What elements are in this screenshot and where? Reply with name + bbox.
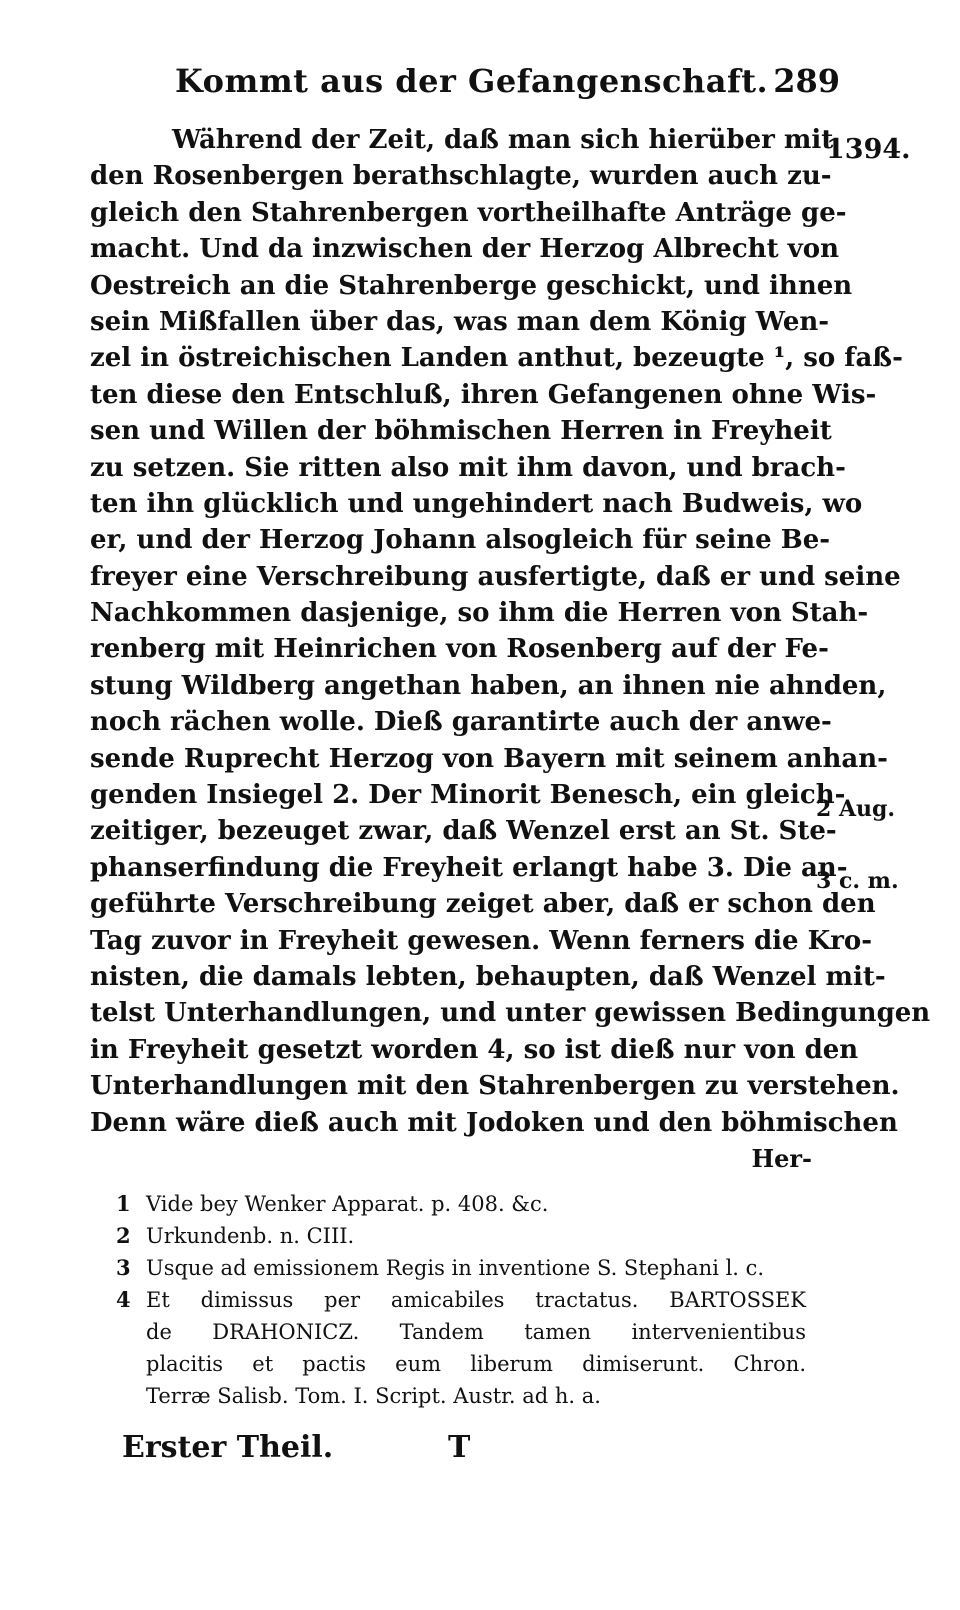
footnote [116,1252,806,1284]
page-number: 289 [773,62,840,100]
footnotes [116,1188,806,1412]
text-line: sen und Willen der böhmischen Herren in Freyheit [90,416,832,447]
running-head [175,62,840,110]
footnote-line: placitis et pactis eum liberum dimiserunt. Chron. [146,1352,806,1376]
footnote-number: 4 [116,1287,131,1312]
footnote [116,1220,806,1252]
text-line: er, und der Herzog Johann alsogleich für seine Be- [90,525,831,556]
catchword: Her- [751,1143,812,1173]
footnote-number: 1 [116,1191,131,1216]
footnote-line: Urkundenb. n. CIII. [146,1224,355,1248]
text-line: renberg mit Heinrichen von Rosenberg auf der Fe- [90,634,829,665]
text-line: Während der Zeit, daß man sich hierüber mit [172,125,834,155]
text-line: geführte Verschreibung zeiget aber, daß er schon den [90,889,876,920]
footnote-number: 3 [116,1255,131,1280]
footnote [116,1188,806,1220]
text-line: sein Mißfallen über das, was man dem König Wen- [90,306,830,337]
footnote [116,1284,806,1412]
text-line: nisten, die damals lebten, behaupten, daß Wenzel mit- [90,961,886,992]
text-line: den Rosenbergen berathschlagte, wurden auch zu- [90,161,832,192]
footnote-line: Usque ad emissionem Regis in inventione S. Stephani l. c. [146,1256,765,1280]
text-line: Oestreich an die Stahrenberge geschickt, und ihnen [90,270,853,301]
footnote-text [146,1220,806,1252]
margin-note-year: 1394. [826,134,911,165]
text-line: Tag zuvor in Freyheit gewesen. Wenn ferners die Kro- [90,925,873,956]
footnote-text [146,1284,806,1412]
text-line: Unterhandlungen mit den Stahrenbergen zu verstehen. [90,1071,900,1102]
footnote-line: Terræ Salisb. Tom. I. Script. Austr. ad h. a. [146,1384,601,1408]
signature: Erster Theil. [122,1430,334,1465]
text-line: zel in östreichischen Landen anthut, bezeugte ¹, so faß- [90,343,903,374]
footnote-text [146,1252,806,1284]
text-line: stung Wildberg angethan haben, an ihnen nie ahnden, [90,670,887,701]
text-line: phanserfindung die Freyheit erlangt habe 3. Die an- [90,852,848,883]
text-line: freyer eine Verschreibung ausfertigte, daß er und seine [90,561,901,592]
text-line: in Freyheit gesetzt worden 4, so ist dieß nur von den [90,1034,859,1065]
signature-mark: T [448,1430,471,1465]
text-line: gleich den Stahrenbergen vortheilhafte Anträge ge- [90,197,847,228]
margin-note-date: 2 Aug. [816,796,896,822]
footnote-text [146,1188,806,1220]
text-line: zu setzen. Sie ritten also mit ihm davon, und brach- [90,452,846,483]
footnote-number: 2 [116,1223,131,1248]
footnote-line: Vide bey Wenker Apparat. p. 408. &c. [146,1192,549,1216]
footnote-line: de DRAHONICZ. Tandem tamen intervenientibus [146,1320,806,1344]
margin-note-date: 3 c. m. [816,868,899,894]
running-title: Kommt aus der Gefangenschaft. [175,62,769,100]
text-line: Denn wäre dieß auch mit Jodoken und den böhmischen [90,1107,898,1138]
text-line: macht. Und da inzwischen der Herzog Albrecht von [90,234,839,265]
text-line: genden Insiegel 2. Der Minorit Benesch, ein gleich- [90,780,846,811]
text-line: noch rächen wolle. Dieß garantirte auch der anwe- [90,707,832,738]
footnote-line: Et dimissus per amicabiles tractatus. BARTOSSEK [146,1288,806,1312]
text-line: sende Ruprecht Herzog von Bayern mit seinem anhan- [90,743,888,774]
text-line: Nachkommen dasjenige, so ihm die Herren von Stah- [90,598,869,629]
text-line: ten ihn glücklich und ungehindert nach Budweis, wo [90,488,863,519]
text-line: telst Unterhandlungen, und unter gewissen Bedingungen [90,998,931,1029]
text-line: ten diese den Entschluß, ihren Gefangenen ohne Wis- [90,379,877,410]
text-line: zeitiger, bezeuget zwar, daß Wenzel erst an St. Ste- [90,816,837,847]
